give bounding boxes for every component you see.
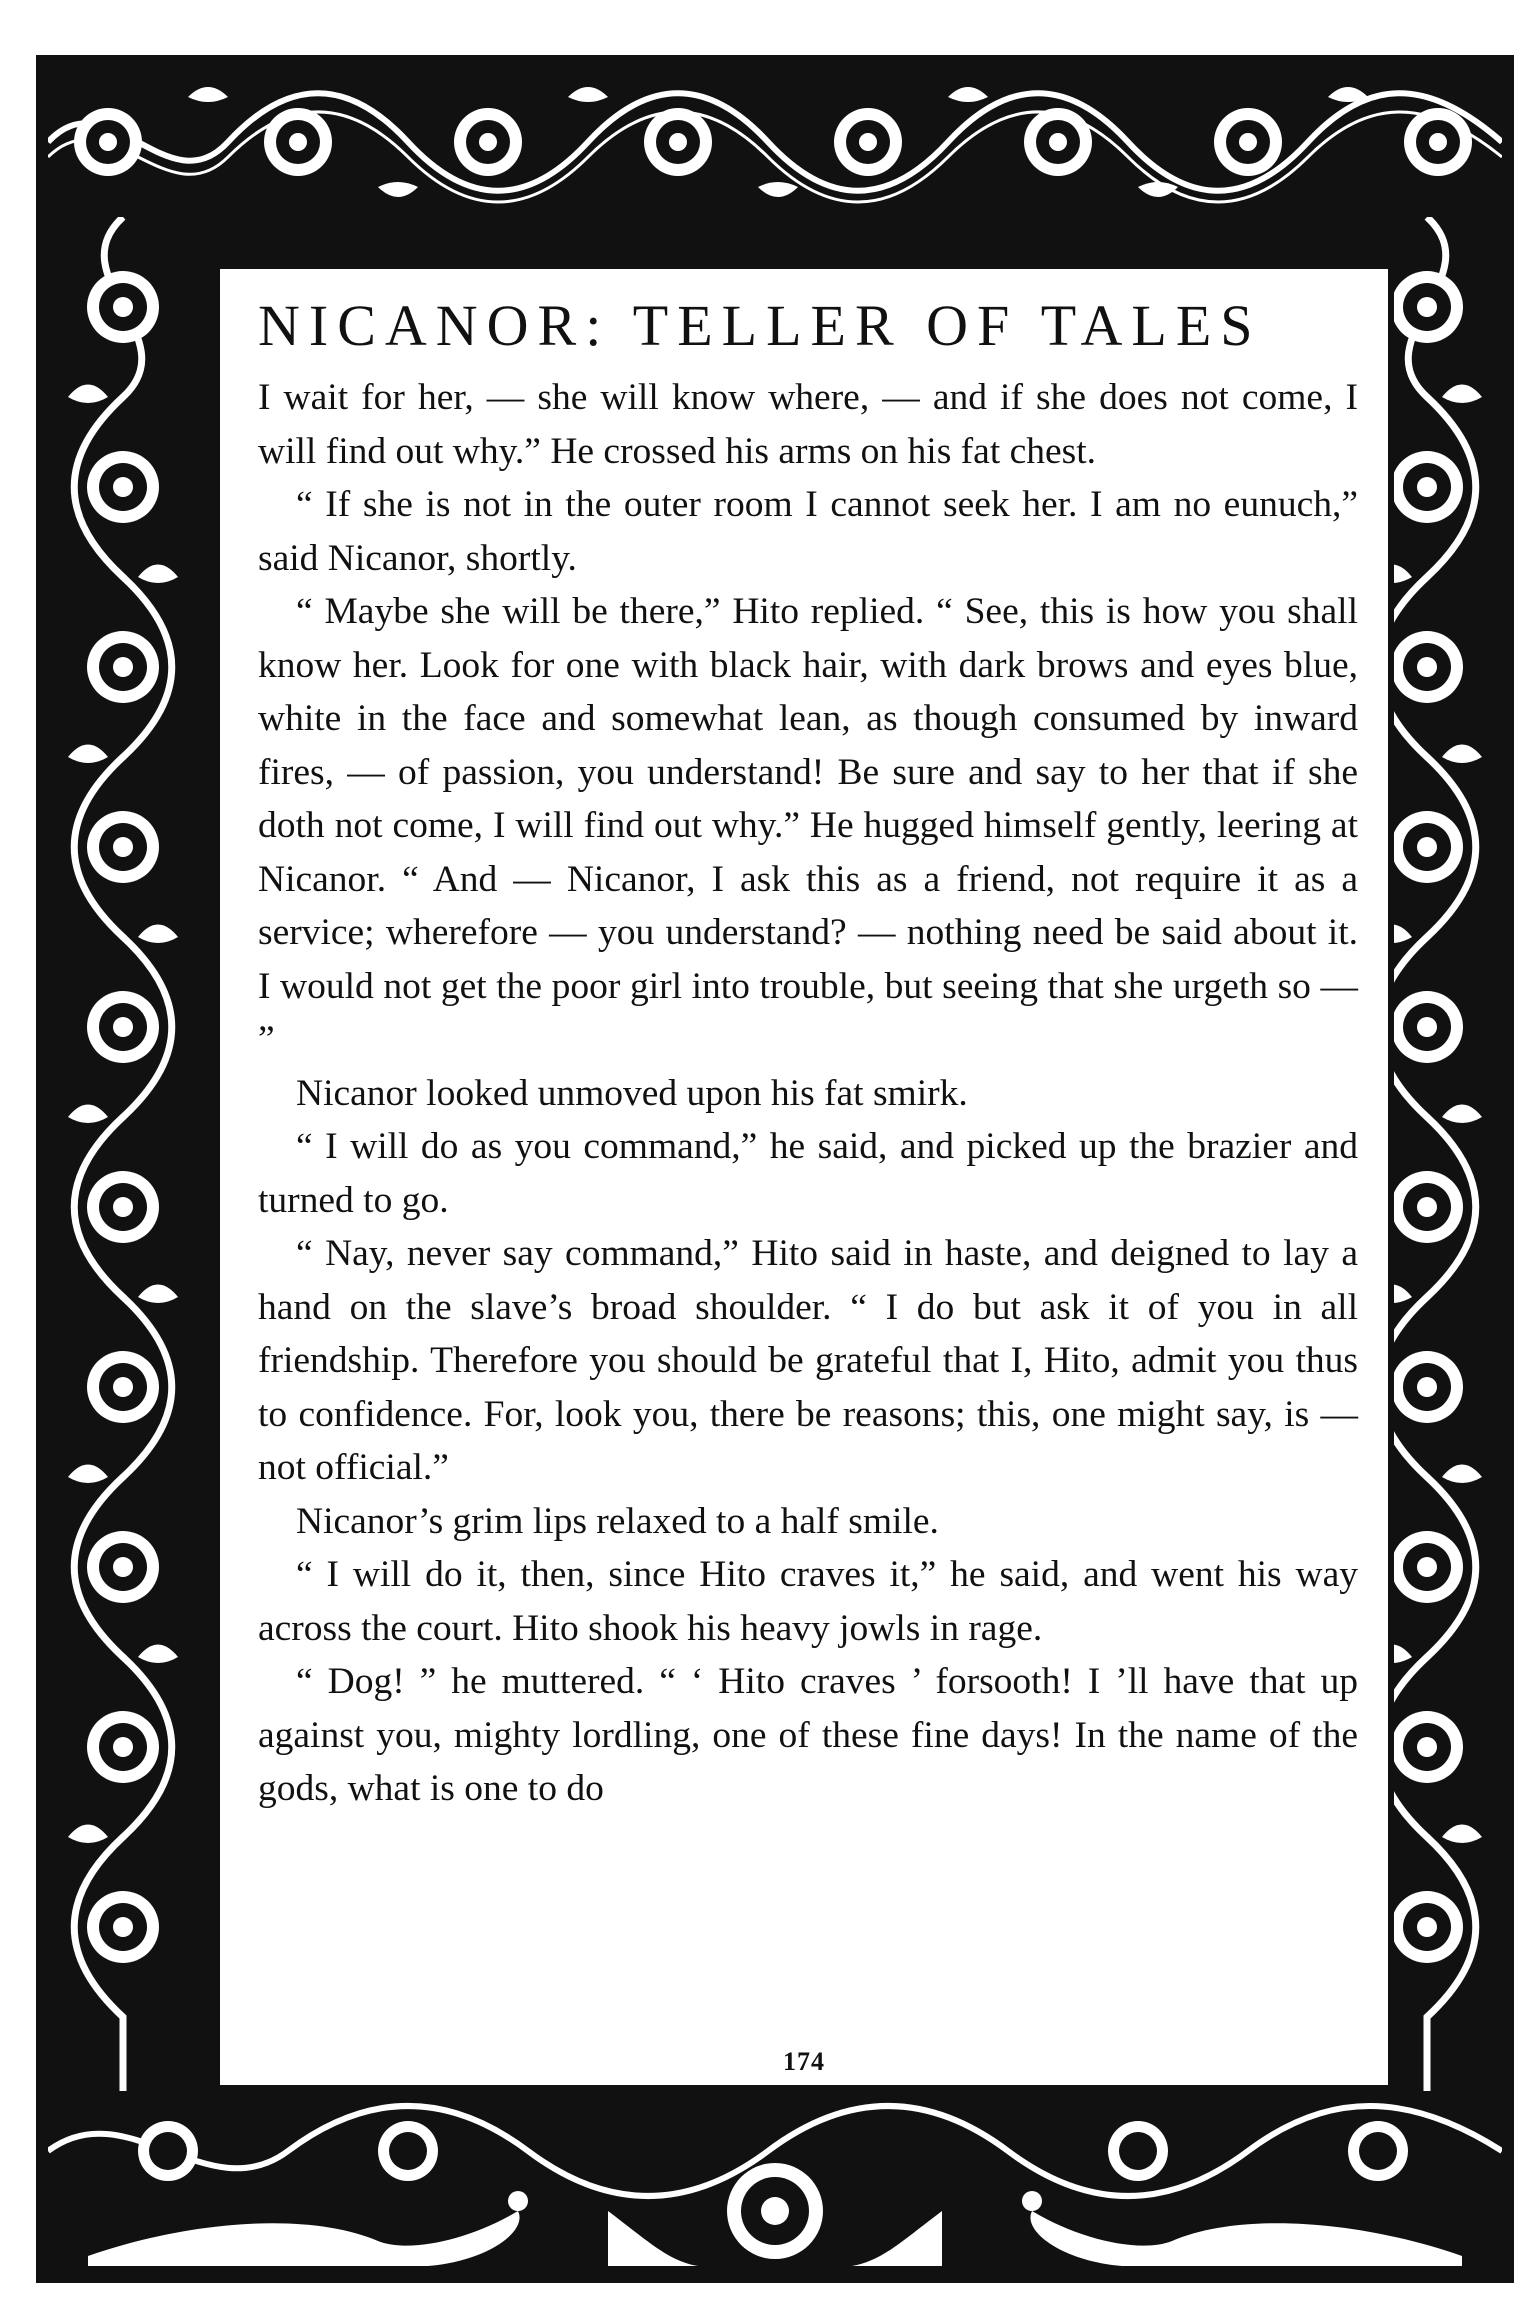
bottom-peacock-border-icon [48, 2091, 1502, 2271]
paragraph: “ Maybe she will be there,” Hito replied. “ See, this is how you shall know her. Look for one with black hair, with dark brows and eyes blue, white in the face and somewhat lean, as though consumed by inward fires, — of passion, you understand! Be sure and say to her that if she doth not come, I will find out why.” He hugged himself gently, leering at Nicanor. “ And — Nicanor, I ask this as a friend, not require it as a service; wherefore — you understand? — nothing need be said about it. I would not get the poor girl into trouble, but seeing that she urgeth so — ” [258, 591, 1358, 1060]
page-number: 174 [783, 2047, 825, 2076]
body-text [258, 371, 1358, 1816]
ornamental-frame [36, 55, 1514, 2283]
paragraph: “ I will do it, then, since Hito craves it,” he said, and went his way across the court. Hito shook his heavy jowls in rage. [258, 1554, 1358, 1649]
paragraph: “ Nay, never say command,” Hito said in haste, and deigned to lay a hand on the slave’s broad shoulder. “ I do but ask it of you in all friendship. Therefore you should be grateful that I, Hito, admit you thus to confidence. For, look you, there be reasons; this, one might say, is — not official.” [258, 1233, 1358, 1488]
paragraph: “ I will do as you command,” he said, and picked up the brazier and turned to go. [258, 1126, 1358, 1221]
paragraph: I wait for her, — she will know where, — and if she does not come, I will find out why.” He crossed his arms on his fat chest. [258, 377, 1358, 472]
paragraph: Nicanor’s grim lips relaxed to a half smile. [296, 1500, 939, 1542]
top-floral-border-icon [48, 67, 1502, 217]
paragraph: “ Dog! ” he muttered. “ ‘ Hito craves ’ forsooth! I ’ll have that up against you, mighty lordling, one of these fine days! In the name of the gods, what is one to do [258, 1661, 1358, 1809]
paragraph: “ If she is not in the outer room I cannot seek her. I am no eunuch,” said Nicanor, shortly. [258, 484, 1358, 579]
left-rosette-border-icon [48, 217, 198, 2091]
paragraph: Nicanor looked unmoved upon his fat smirk. [296, 1072, 968, 1114]
running-head: NICANOR: TELLER OF TALES [258, 293, 1262, 358]
text-panel [214, 263, 1394, 2091]
